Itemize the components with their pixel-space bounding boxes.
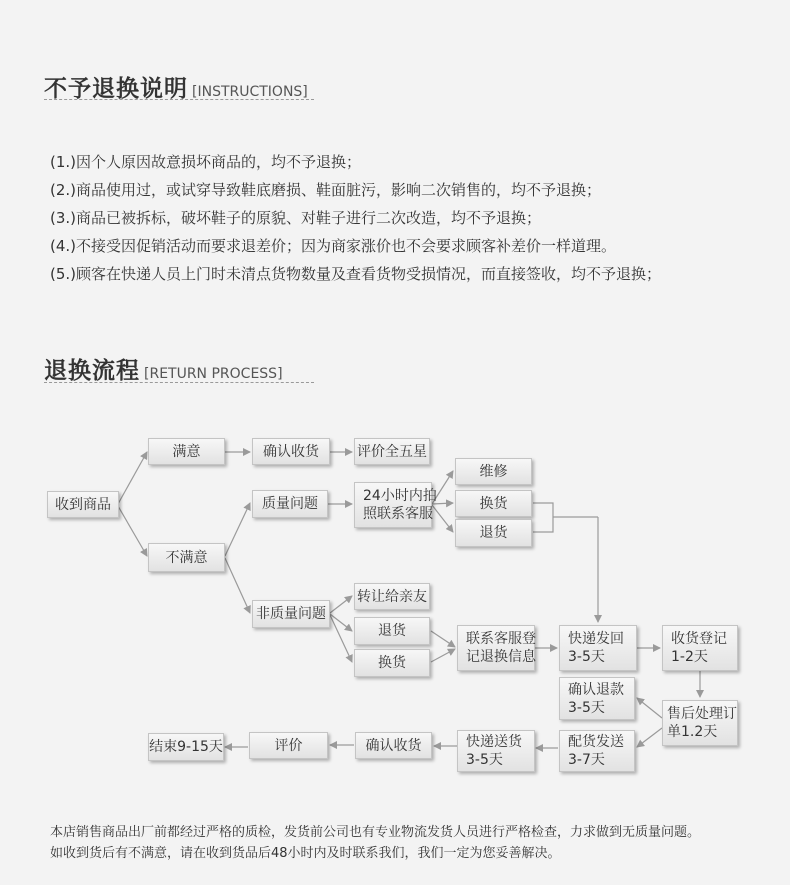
instructions-title-cn: 不予退换说明 [44, 76, 188, 102]
connector-aftersales-refund [637, 698, 662, 718]
node-label: 确认收货 [365, 737, 422, 754]
connector-not-satisfied-quality [225, 503, 250, 556]
node-label: 评价全五星 [357, 443, 427, 460]
node-receive-goods [47, 491, 119, 518]
node-label-line1: 收货登记 [671, 631, 727, 647]
node-label: 换货 [479, 495, 508, 512]
instructions-title-en: [INSTRUCTIONS] [192, 84, 308, 100]
node-repair [455, 458, 532, 485]
footer-line: 如收到货后有不满意，请在收到货品后48小时内及时联系我们，我们一定为您妥善解决。 [50, 846, 561, 861]
node-label-line2: 3-5天 [568, 649, 605, 665]
node-return-2 [354, 617, 430, 645]
node-label-line1: 联系客服登 [466, 631, 536, 647]
connector-receive-satisfied [118, 452, 147, 504]
node-exchange-2 [354, 649, 430, 677]
node-confirm-receipt-2 [355, 732, 432, 759]
node-label-line1: 配货发送 [568, 734, 624, 750]
node-label: 收到商品 [55, 496, 111, 513]
node-label-line1: 快递发回 [568, 631, 624, 647]
node-label-line2: 记退换信息 [466, 649, 536, 665]
node-label-line2: 照联系客服 [363, 506, 433, 522]
instruction-item: (1.)因个人原因故意损坏商品的，均不予退换； [50, 153, 362, 171]
node-label: 满意 [172, 443, 201, 460]
node-confirm-receipt [252, 438, 330, 465]
node-after-sales [662, 700, 738, 746]
node-label: 转让给亲友 [357, 588, 427, 605]
node-express-back [559, 625, 637, 671]
node-label: 维修 [479, 463, 508, 480]
node-24h-contact-service [354, 482, 437, 528]
node-label-line1: 售后处理订 [667, 706, 737, 722]
node-label: 换货 [378, 655, 406, 671]
node-exchange [455, 490, 532, 517]
node-register-return-info [457, 625, 535, 671]
connector-exchange-register [431, 649, 455, 662]
node-ship-out [559, 730, 635, 772]
node-label: 不满意 [165, 549, 208, 566]
instruction-item: (3.)商品已被拆标，破坏鞋子的原貌、对鞋子进行二次改造，均不予退换； [50, 209, 542, 227]
connector-return-register [431, 631, 455, 647]
node-label-line2: 单1.2天 [667, 724, 718, 740]
node-gift-to-friend [354, 583, 430, 610]
node-confirm-refund [559, 677, 635, 720]
node-label: 质量问题 [262, 496, 318, 512]
connector-bracket [533, 503, 553, 532]
process-title-en: [RETURN PROCESS] [144, 366, 283, 382]
instruction-item: (4.)不接受因促销活动而要求退差价；因为商家涨价也不会要求顾客补差价一样道理。 [50, 237, 617, 255]
connector-non-quality-gift [330, 596, 352, 613]
node-label: 评价 [274, 737, 303, 754]
connector-aftersales-ship [637, 728, 662, 747]
footer-note [50, 822, 700, 864]
connector-receive-not-satisfied [118, 506, 147, 556]
node-label-line2: 3-7天 [568, 752, 605, 768]
node-not-satisfied [148, 543, 225, 572]
node-label-line2: 3-5天 [568, 699, 605, 716]
process-title-cn: 退换流程 [44, 358, 140, 384]
node-express-deliver [457, 730, 535, 772]
node-end [148, 733, 224, 761]
node-label: 确认收货 [263, 443, 319, 460]
node-label-line1: 确认退款 [568, 681, 624, 698]
node-return [455, 519, 532, 547]
node-label: 退货 [378, 623, 406, 639]
node-label: 非质量问题 [256, 606, 326, 622]
instruction-item: (2.)商品使用过，或试穿导致鞋底磨损、鞋面脏污，影响二次销售的，均不予退换； [50, 181, 602, 199]
node-label-line1: 24小时内拍 [363, 488, 437, 504]
connector-not-satisfied-non-quality [225, 558, 250, 613]
node-satisfied [148, 438, 225, 465]
node-non-quality-issue [252, 600, 330, 628]
node-label: 退货 [479, 525, 508, 541]
node-five-star-review [354, 438, 430, 465]
node-review [249, 732, 328, 759]
instruction-item: (5.)顾客在快递人员上门时未清点货物数量及查看货物受损情况，而直接签收，均不予退换； [50, 265, 662, 283]
node-receipt-register [662, 625, 738, 671]
node-label-line1: 快递送货 [466, 734, 522, 750]
node-label-line2: 3-5天 [466, 752, 503, 768]
node-label-line2: 1-2天 [671, 649, 708, 665]
node-quality-issue [252, 490, 328, 518]
node-label: 结束9-15天 [149, 739, 223, 755]
footer-line: 本店销售商品出厂前都经过严格的质检，发货前公司也有专业物流发货人员进行严格检查，力求做到无质量问题。 [50, 825, 701, 840]
